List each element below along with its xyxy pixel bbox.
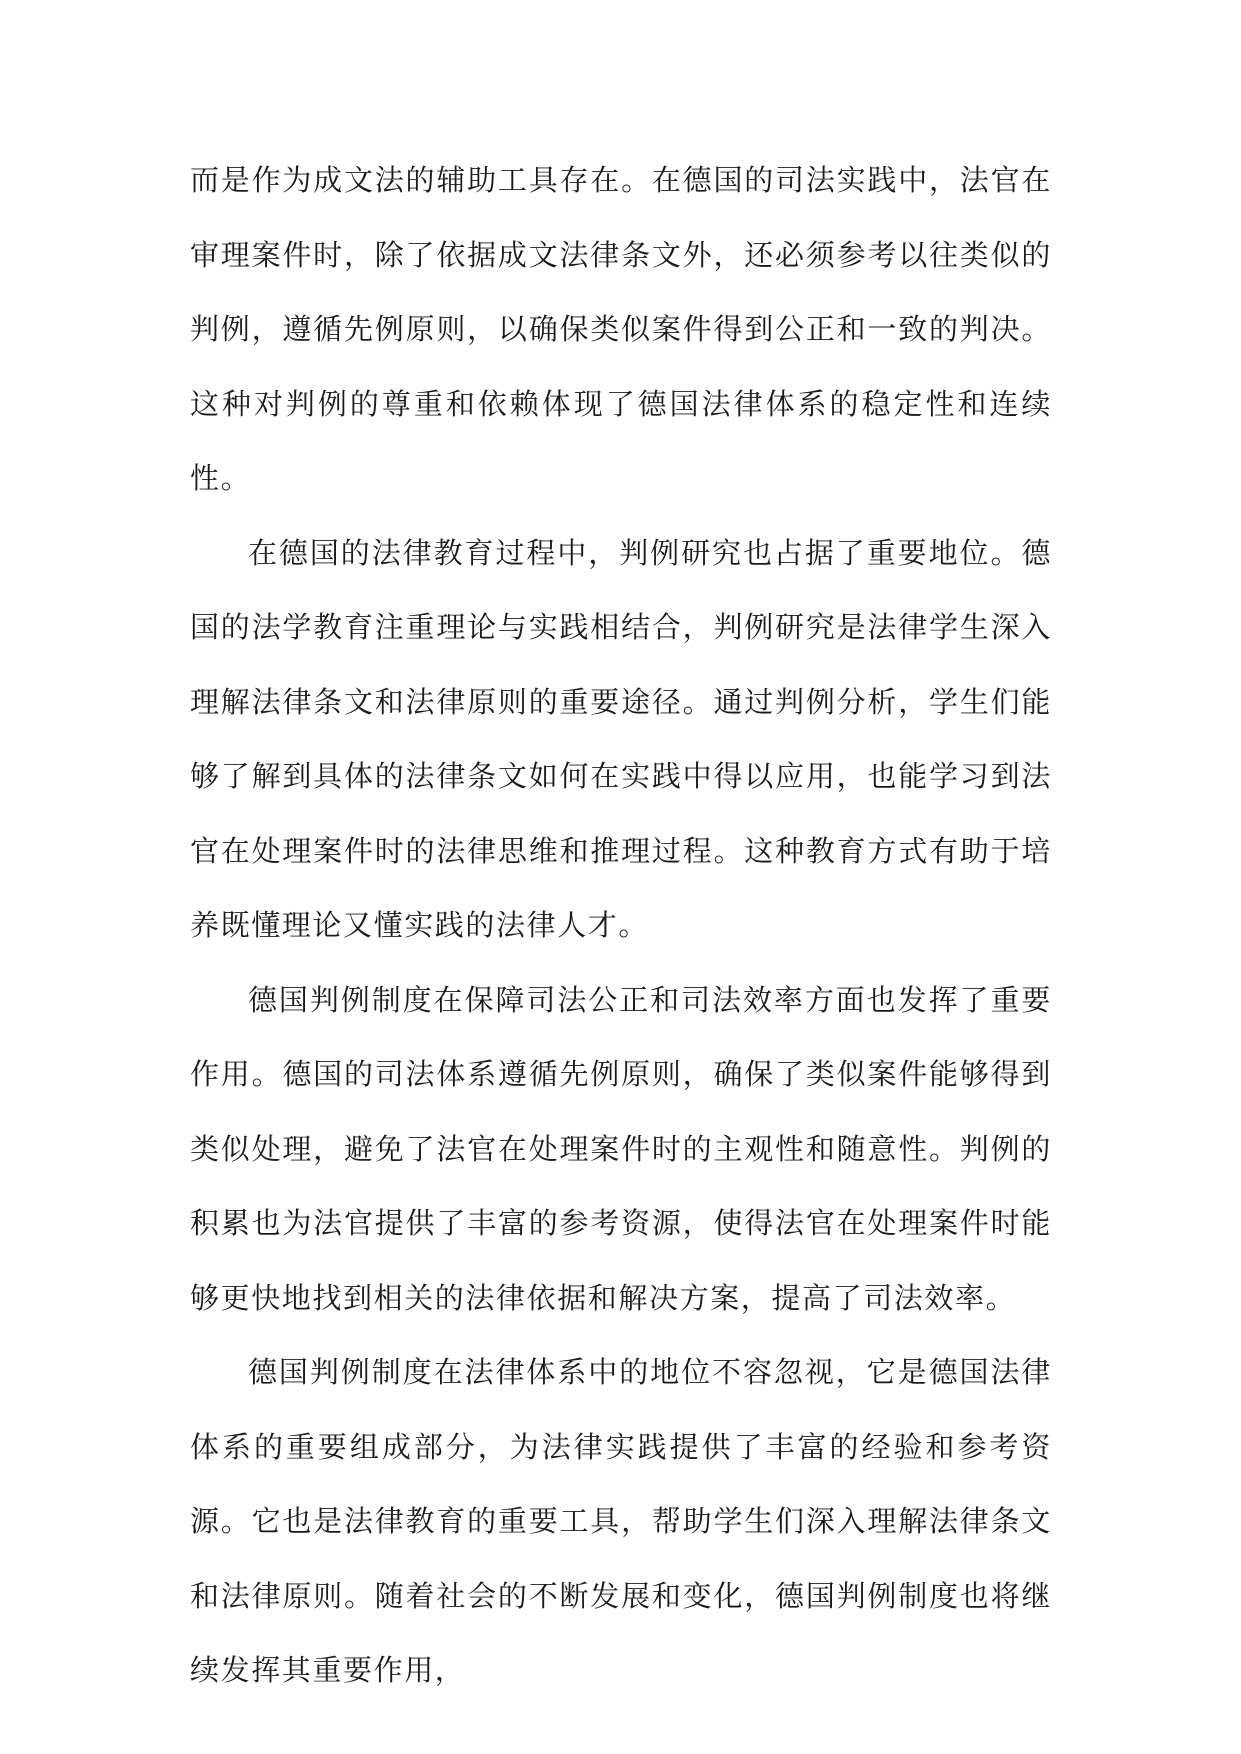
paragraph-2: 在德国的法律教育过程中，判例研究也占据了重要地位。德国的法学教育注重理论与实践相结合，判例研究是法律学生深入理解法律条文和法律原则的重要途径。通过判例分析，学生们能够了解到具体的法律条文如何在实践中得以应用，也能学习到法官在处理案件时的法律思维和推理过程。这种教育方式有助于培养既懂理论又懂实践的法律人才。 — [190, 535, 1052, 942]
paragraph-4: 德国判例制度在法律体系中的地位不容忽视，它是德国法律体系的重要组成部分，为法律实践提供了丰富的经验和参考资源。它也是法律教育的重要工具，帮助学生们深入理解法律条文和法律原则。随着社会的不断发展和变化，德国判例制度也将继续发挥其重要作用， — [190, 1355, 1052, 1687]
document-body — [190, 143, 1052, 1708]
paragraph-3: 德国判例制度在保障司法公正和司法效率方面也发挥了重要作用。德国的司法体系遵循先例原则，确保了类似案件能够得到类似处理，避免了法官在处理案件时的主观性和随意性。判例的积累也为法官提供了丰富的参考资源，使得法官在处理案件时能够更快地找到相关的法律依据和解决方案，提高了司法效率。 — [190, 982, 1052, 1315]
paragraph-1: 而是作为成文法的辅助工具存在。在德国的司法实践中，法官在审理案件时，除了依据成文法律条文外，还必须参考以往类似的判例，遵循先例原则，以确保类似案件得到公正和一致的判决。这种对判例的尊重和依赖体现了德国法律体系的稳定性和连续性。 — [190, 163, 1052, 495]
